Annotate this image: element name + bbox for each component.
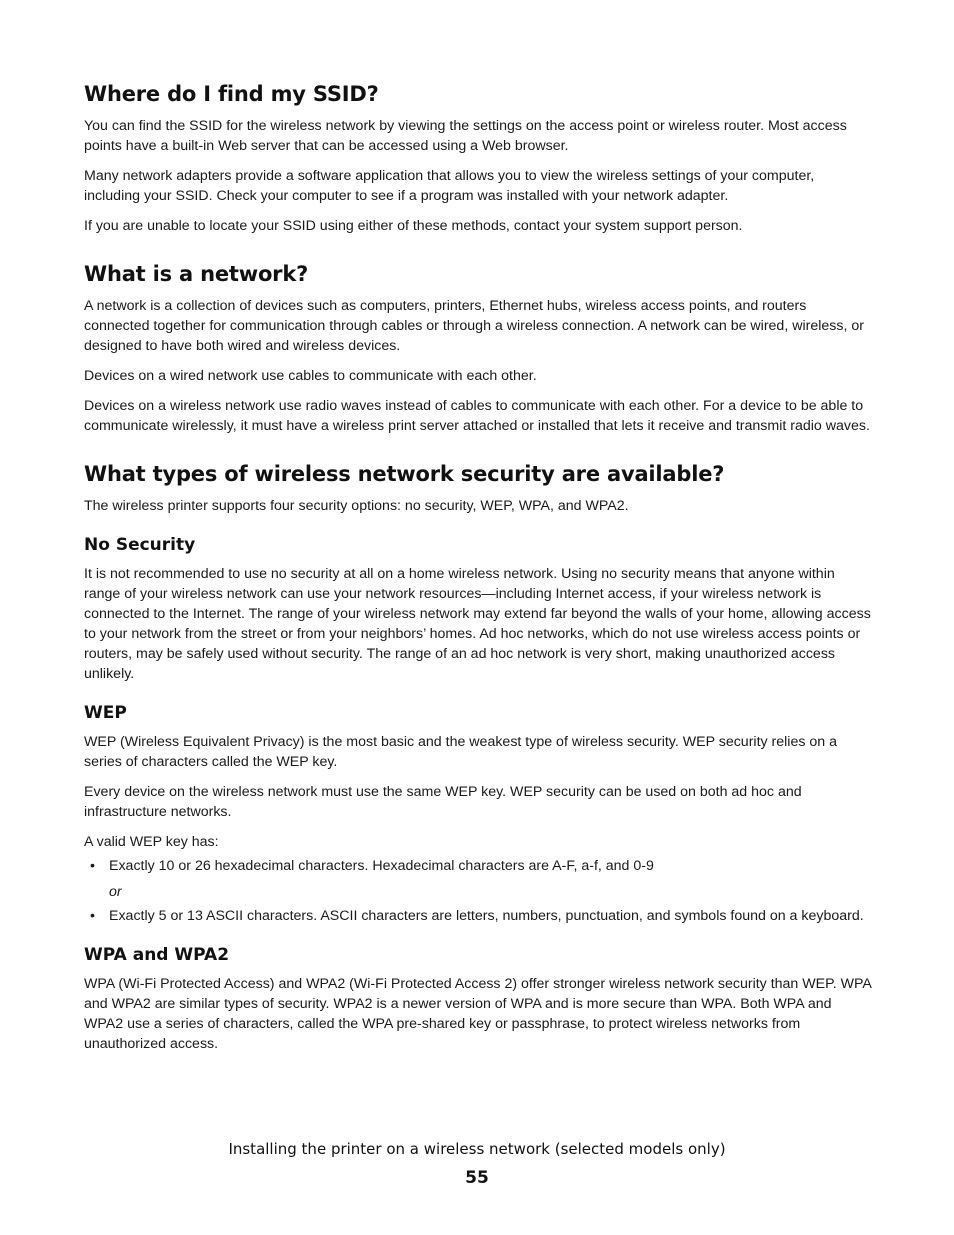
wep-key-list xyxy=(84,856,874,876)
wep-key-list-continued xyxy=(84,906,874,926)
heading-what-is-network: What is a network? xyxy=(84,262,309,286)
subheading-no-security: No Security xyxy=(84,535,196,555)
paragraph: WPA (Wi-Fi Protected Access) and WPA2 (Wi-Fi Protected Access 2) offer stronger wireless network security than WEP. WPA and WPA2 are similar types of security. WPA2 is a newer version of WPA and is more secure than WPA. Both WPA and WPA2 use a series of characters, called the WPA pre-shared key or passphrase, to protect wireless networks from unauthorized access. xyxy=(84,976,872,1052)
subheading-wpa: WPA and WPA2 xyxy=(84,945,230,965)
paragraph: The wireless printer supports four security options: no security, WEP, WPA, and WPA2. xyxy=(84,498,629,514)
footer-chapter-title: Installing the printer on a wireless network (selected models only) xyxy=(228,1140,726,1158)
list-item xyxy=(84,856,874,876)
paragraph: It is not recommended to use no security at all on a home wireless network. Using no security means that anyone within range of your wireless network can use your network resources—including Internet access, if your wireless network is connected to the Internet. The range of your wireless network may extend far beyond the walls of your home, allowing access to your network from the street or from your neighbors’ homes. Ad hoc networks, which do not use wireless access points or routers, may be safely used without security. The range of an ad hoc network is very short, making unauthorized access unlikely. xyxy=(84,566,871,682)
document-page xyxy=(84,80,874,1064)
bullet-icon: • xyxy=(90,858,95,874)
paragraph: You can find the SSID for the wireless network by viewing the settings on the access point or wireless router. Most access points have a built-in Web server that can be accessed using a Web browser. xyxy=(84,118,847,154)
paragraph: Devices on a wired network use cables to communicate with each other. xyxy=(84,368,537,384)
page-number: 55 xyxy=(465,1168,489,1188)
list-item-text: Exactly 5 or 13 ASCII characters. ASCII characters are letters, numbers, punctuation, and symbols found on a keyboard. xyxy=(109,908,864,924)
heading-security-types: What types of wireless network security are available? xyxy=(84,462,725,486)
paragraph: If you are unable to locate your SSID using either of these methods, contact your system support person. xyxy=(84,218,743,234)
list-item-text: Exactly 10 or 26 hexadecimal characters. Hexadecimal characters are A-F, a-f, and 0-9 xyxy=(109,858,654,874)
paragraph: WEP (Wireless Equivalent Privacy) is the most basic and the weakest type of wireless security. WEP security relies on a series of characters called the WEP key. xyxy=(84,734,838,770)
paragraph: Devices on a wireless network use radio waves instead of cables to communicate with each other. For a device to be able to communicate wirelessly, it must have a wireless print server attached or installed that lets it receive and transmit radio waves. xyxy=(84,398,870,434)
heading-where-ssid: Where do I find my SSID? xyxy=(84,82,379,106)
list-item xyxy=(84,906,874,926)
page-footer xyxy=(0,1138,954,1190)
paragraph: Many network adapters provide a software application that allows you to view the wireless settings of your computer, including your SSID. Check your computer to see if a program was installed with your network adapter. xyxy=(84,168,815,204)
or-separator: or xyxy=(109,884,122,900)
bullet-icon: • xyxy=(90,908,95,924)
paragraph: A network is a collection of devices such as computers, printers, Ethernet hubs, wireless access points, and routers connected together for communication through cables or through a wireless connection. A network can be wired, wireless, or designed to have both wired and wireless devices. xyxy=(84,298,864,354)
paragraph: Every device on the wireless network must use the same WEP key. WEP security can be used on both ad hoc and infrastructure networks. xyxy=(84,784,802,820)
paragraph: A valid WEP key has: xyxy=(84,834,219,850)
subheading-wep: WEP xyxy=(84,703,127,723)
